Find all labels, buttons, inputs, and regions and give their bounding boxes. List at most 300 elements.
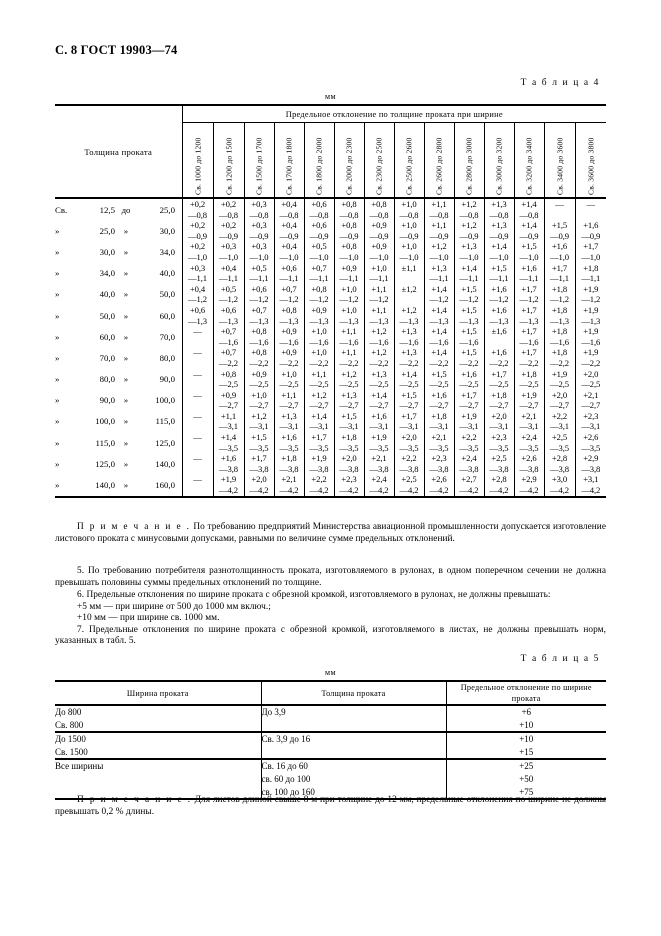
table4-deviation-cell: +0,8 —2,2	[244, 347, 274, 368]
table4-width-column-label: Св. 2000 до 2300	[344, 137, 354, 195]
table4-width-column-header	[182, 123, 213, 199]
table4-deviation-cell: +1,1 —2,5	[304, 369, 334, 390]
table4-deviation-cell: +1,0 —1,2	[334, 284, 364, 305]
table-row	[55, 390, 606, 411]
table4	[55, 104, 606, 498]
table4-deviation-cell: +0,3 —0,9	[244, 220, 274, 241]
table-row	[55, 732, 606, 759]
table4-deviation-cell: +1,0 —0,8	[394, 198, 424, 220]
table4-deviation-cell: +1,7 —2,5	[484, 369, 514, 390]
table-row	[55, 284, 606, 305]
table5-deviation-value: +10	[519, 734, 534, 745]
table4-deviation-cell: +1,3 —1,1	[424, 263, 454, 284]
table4-deviation-cell: +1,5 —1,3	[454, 305, 484, 326]
table4-deviation-cell: +0,7 —1,3	[244, 305, 274, 326]
table4-deviation-cell: +1,6 —0,9	[575, 220, 606, 241]
table4-deviation-cell: +1,6 —2,2	[484, 347, 514, 368]
table4-deviation-cell: +1,3 —1,6	[394, 326, 424, 347]
table4-deviation-cell: +1,5 —3,1	[334, 411, 364, 432]
table4-deviation-cell: +1,1 —0,9	[424, 220, 454, 241]
table4-deviation-cell: +1,7 —1,3	[514, 305, 544, 326]
table5-thickness-value: св. 60 до 100	[261, 773, 311, 784]
table5-deviation-value: +25	[519, 761, 534, 772]
table4-deviation-cell: +1,5 —3,5	[244, 432, 274, 453]
table5	[55, 680, 606, 800]
table4-deviation-cell: ±1,6	[484, 326, 514, 347]
table5-thickness-cell	[261, 732, 446, 759]
table4-width-column-header	[334, 123, 364, 199]
table4-deviation-cell: +2,0 —2,5	[575, 369, 606, 390]
table4-deviation-cell: +2,4 —4,2	[364, 474, 394, 496]
table4-deviation-cell: —	[182, 390, 213, 411]
table4-deviation-cell: +2,8 —4,2	[484, 474, 514, 496]
table4-deviation-cell: +1,3 —2,5	[364, 369, 394, 390]
table4-deviation-cell: +0,8 —0,8	[334, 198, 364, 220]
table4-deviation-cell: +1,1 —3,1	[213, 411, 244, 432]
table4-deviation-cell: +1,2 —3,1	[244, 411, 274, 432]
table4-deviation-cell: +1,7 —3,1	[394, 411, 424, 432]
table4-deviation-cell: +1,7 —3,8	[244, 453, 274, 474]
table4-deviation-cell: +2,2 —3,8	[394, 453, 424, 474]
table5-column-header: Предельное отклонение по ширине проката	[446, 681, 606, 705]
table4-deviation-cell: +0,3 —1,0	[213, 241, 244, 262]
table4-deviation-cell: —	[182, 347, 213, 368]
table4-deviation-cell: +0,9 —1,1	[334, 263, 364, 284]
table4-deviation-cell: +0,2 —1,0	[182, 241, 213, 262]
table-row	[55, 347, 606, 368]
table4-deviation-cell: +1,3 —3,1	[274, 411, 304, 432]
table4-deviation-cell: +1,4 —1,3	[424, 305, 454, 326]
table5-thickness-value: Св. 16 до 60	[261, 761, 308, 772]
item-5	[55, 566, 606, 589]
table4-deviation-cell: +1,0 —2,7	[244, 390, 274, 411]
note-text: По требованию предприятий Министерства авиационной промышленности допускается изготовление листового проката с минусовыми допусками, равными по величине сумме предельных отклонений.	[55, 522, 607, 544]
table4-deviation-cell: +0,9 —1,0	[364, 241, 394, 262]
table4-deviation-cell: +0,2 —0,9	[213, 220, 244, 241]
table4-deviation-cell: +1,9 —3,5	[364, 432, 394, 453]
table4-deviation-cell: +2,4 —3,5	[514, 432, 544, 453]
item-6	[55, 590, 606, 602]
note5-label: П р и м е ч а н и е .	[77, 795, 192, 805]
table4-deviation-cell: +1,4 —3,1	[304, 411, 334, 432]
table4-thickness-range: » 115,0 » 125,0	[55, 437, 175, 448]
table4-deviation-cell: +1,6 —1,2	[484, 284, 514, 305]
table4-deviation-cell: +1,8 —2,7	[484, 390, 514, 411]
table4-deviation-cell: +1,7 —1,2	[514, 284, 544, 305]
table4-deviation-cell: +1,8 —1,6	[544, 326, 575, 347]
table5-width-value: Св. 800	[55, 719, 84, 730]
table4-width-column-label: Св. 1700 до 1800	[284, 137, 294, 195]
table4-width-column-label: Св. 2600 до 2800	[434, 137, 444, 195]
table5-deviation-value: +10	[519, 719, 534, 730]
table-row	[55, 198, 606, 220]
table4-deviation-cell: —	[182, 474, 213, 496]
table4-deviation-cell: +1,3 —0,8	[484, 198, 514, 220]
table4-deviation-cell: +1,5 —1,2	[454, 284, 484, 305]
table4-deviation-cell: +1,2 —2,7	[304, 390, 334, 411]
table4-deviation-cell: +1,4 —1,0	[484, 241, 514, 262]
table4-deviation-cell: +0,5 —1,2	[213, 284, 244, 305]
table4-deviation-cell: +0,5 —1,1	[244, 263, 274, 284]
table4-deviation-cell: +2,1 —3,1	[514, 411, 544, 432]
item-6-b-text: +10 мм — при ширине св. 1000 мм.	[77, 613, 220, 624]
table4-width-column-header	[304, 123, 334, 199]
table4-deviation-cell: +1,1 —2,2	[334, 347, 364, 368]
table4-width-column-header	[244, 123, 274, 199]
page-header: С. 8 ГОСТ 19903—74	[55, 43, 178, 57]
table5-column-header: Ширина проката	[55, 681, 261, 705]
table4-deviation-cell: +1,1 —1,6	[334, 326, 364, 347]
table5-deviation-cell	[446, 705, 606, 732]
table4-deviation-cell: +2,6 —4,2	[424, 474, 454, 496]
table4-deviation-cell: +2,9 —3,8	[575, 453, 606, 474]
table-row	[55, 453, 606, 474]
table4-deviation-cell: +2,2 —3,5	[454, 432, 484, 453]
table4-thickness-range: » 80,0 » 90,0	[55, 374, 175, 385]
table4-deviation-cell: +0,9 —1,3	[304, 305, 334, 326]
table4-deviation-cell: +1,2 —2,2	[364, 347, 394, 368]
table-row	[55, 220, 606, 241]
table4-deviation-cell: +1,5 —2,7	[394, 390, 424, 411]
table4-thickness-range: » 125,0 » 140,0	[55, 458, 175, 469]
table4-deviation-cell: +0,8 —1,0	[334, 241, 364, 262]
table5-width-cell	[55, 705, 261, 732]
table4-deviation-cell: +1,8 —1,2	[544, 284, 575, 305]
table4-deviation-cell: +1,9 —1,6	[575, 326, 606, 347]
table4-deviation-cell: +0,8 —1,6	[244, 326, 274, 347]
table5-thickness-cell	[261, 705, 446, 732]
table4-deviation-cell: +1,0 —1,6	[304, 326, 334, 347]
table4-deviation-cell: +1,6 —3,5	[274, 432, 304, 453]
table4-deviation-cell: +1,9 —2,5	[544, 369, 575, 390]
table4-deviation-cell: +2,3 —3,8	[424, 453, 454, 474]
table4-width-column-header	[484, 123, 514, 199]
table4-deviation-cell: —	[182, 432, 213, 453]
note-table5	[55, 795, 606, 818]
table4-width-column-label: Св. 3400 до 3600	[555, 137, 564, 195]
table4-width-column-label: Св. 3000 до 3200	[494, 137, 504, 195]
table4-deviation-cell: +1,9 —3,1	[454, 411, 484, 432]
table4-deviation-cell: +2,7 —4,2	[454, 474, 484, 496]
table5-thickness-value: До 3,9	[261, 707, 286, 717]
table5-deviation-value: +6	[521, 707, 532, 717]
table4-deviation-cell: +0,7 —2,2	[213, 347, 244, 368]
table4-deviation-cell: +2,6 —3,8	[514, 453, 544, 474]
table4-deviation-cell: +1,5 —1,6	[454, 326, 484, 347]
table4-deviation-cell: +0,9 —2,7	[213, 390, 244, 411]
table4-deviation-cell: +1,4 —1,1	[454, 263, 484, 284]
table4-width-column-label: Св. 1800 до 2000	[314, 137, 324, 195]
table4-deviation-cell: +0,3 —1,0	[244, 241, 274, 262]
item-7	[55, 625, 606, 648]
table5-deviation-value: +75	[519, 786, 534, 797]
table-row	[55, 705, 606, 732]
table4-thickness-range: » 90,0 » 100,0	[55, 395, 175, 406]
item-6-line-a	[55, 602, 606, 614]
table4-deviation-cell: +0,6 —1,3	[213, 305, 244, 326]
table5-width-cell	[55, 732, 261, 759]
table4-deviation-cell: +2,3 —4,2	[334, 474, 364, 496]
table4-deviation-cell: +0,4 —1,2	[182, 284, 213, 305]
table4-deviation-cell: +2,2 —4,2	[304, 474, 334, 496]
item-6-a-text: +5 мм — при ширине от 500 до 1000 мм включ.;	[77, 601, 271, 612]
table4-deviation-cell: +1,6 —1,1	[514, 263, 544, 284]
table4-deviation-cell: +1,3 —1,0	[454, 241, 484, 262]
table4-width-span-header: Предельное отклонение по толщине проката при ширине	[182, 105, 606, 123]
table4-deviation-cell: +2,4 —3,8	[454, 453, 484, 474]
table4-deviation-cell: +1,2 —2,5	[334, 369, 364, 390]
table4-width-column-header	[544, 123, 575, 199]
table4-deviation-cell: +1,3 —0,9	[484, 220, 514, 241]
table4-deviation-cell: +1,7 —2,7	[454, 390, 484, 411]
table4-thickness-range: » 100,0 » 115,0	[55, 416, 175, 427]
table4-deviation-cell: +1,0 —2,5	[274, 369, 304, 390]
table5-thickness-value: св. 100 до 160	[261, 786, 315, 797]
table5-deviation-value: +50	[519, 773, 534, 784]
note-label: П р и м е ч а н и е .	[77, 522, 191, 532]
item-5-text: 5. По требованию потребителя разнотолщинность проката, изготовляемого в рулонах, в одном поперечном сечении не должна превышать половины суммы предельных отклонений по толщине.	[55, 566, 606, 588]
table4-deviation-cell: +1,1 —1,3	[364, 305, 394, 326]
table4-deviation-cell: +1,9 —2,7	[514, 390, 544, 411]
table4-deviation-cell: +1,4 —0,9	[514, 220, 544, 241]
table4-deviation-cell: +1,9 —2,2	[575, 347, 606, 368]
table4-width-column-label: Св. 3200 до 3400	[524, 137, 534, 195]
table4-deviation-cell: +0,2 —0,9	[182, 220, 213, 241]
table4-thickness-header: Толщина проката	[55, 105, 182, 198]
table4-deviation-cell: +1,6 —1,0	[544, 241, 575, 262]
table4-deviation-cell: +0,4 —0,9	[274, 220, 304, 241]
table4-width-column-label: Св. 2800 до 3000	[464, 137, 474, 195]
table4-width-column-header	[575, 123, 606, 199]
table4-deviation-cell: +0,8 —1,2	[304, 284, 334, 305]
table4-thickness-range: » 140,0 » 160,0	[55, 474, 182, 496]
table4-deviation-cell: +1,0 —1,3	[334, 305, 364, 326]
table4-width-column-header	[514, 123, 544, 199]
table4-deviation-cell: +1,8 —2,2	[544, 347, 575, 368]
table4-deviation-cell: +0,6 —1,1	[274, 263, 304, 284]
table4-deviation-cell: —	[182, 369, 213, 390]
table4-deviation-cell: +2,3 —3,1	[575, 411, 606, 432]
table4-deviation-cell: +1,5 —2,5	[424, 369, 454, 390]
table4-deviation-cell: +1,4 —2,2	[424, 347, 454, 368]
table4-deviation-cell: +2,1 —3,8	[364, 453, 394, 474]
table4-deviation-cell: +2,8 —3,8	[544, 453, 575, 474]
table-row	[55, 432, 606, 453]
table4-deviation-cell: +0,2 —0,8	[213, 198, 244, 220]
table4-deviation-cell: +2,9 —4,2	[514, 474, 544, 496]
note-table4	[55, 522, 606, 545]
table4-width-column-label: Св. 1500 до 1700	[254, 137, 264, 195]
table4-deviation-cell: +1,1 —1,2	[364, 284, 394, 305]
table5-unit: мм	[324, 668, 337, 677]
table4-deviation-cell: +2,0 —3,8	[334, 453, 364, 474]
table5-thickness-cell	[261, 759, 446, 799]
table4-deviation-cell: +0,8 —0,8	[364, 198, 394, 220]
table4-deviation-cell: +2,1 —3,5	[424, 432, 454, 453]
table4-deviation-cell: +0,8 —0,9	[334, 220, 364, 241]
table4-deviation-cell: +1,8 —3,5	[334, 432, 364, 453]
table4-deviation-cell: —	[544, 198, 575, 220]
table5-deviation-cell	[446, 732, 606, 759]
table4-deviation-cell: +2,6 —3,5	[575, 432, 606, 453]
table4-deviation-cell: +1,6 —2,7	[424, 390, 454, 411]
table5-deviation-cell	[446, 759, 606, 799]
table5-width-value: До 800	[55, 707, 82, 717]
note5-text: Для листов длиной свыше 8 м при толщине до 12 мм, предельные отклонения по ширине не должны превышать 0,2 % длины.	[55, 795, 606, 817]
table4-deviation-cell: +0,9 —0,9	[364, 220, 394, 241]
table4-deviation-cell: +1,2 —0,8	[454, 198, 484, 220]
table4-unit: мм	[324, 92, 337, 101]
table4-deviation-cell: —	[182, 453, 213, 474]
table4-thickness-range: » 50,0 » 60,0	[55, 310, 175, 321]
table4-deviation-cell: +1,4 —1,6	[424, 326, 454, 347]
table4-deviation-cell: +0,6 —1,2	[244, 284, 274, 305]
table4-caption: Т а б л и ц а 4	[520, 78, 600, 88]
table5-deviation-value: +15	[519, 746, 534, 757]
table4-width-column-header	[394, 123, 424, 199]
table-row	[55, 759, 606, 799]
table-row	[55, 305, 606, 326]
table4-deviation-cell: +0,3 —1,1	[182, 263, 213, 284]
table5-caption: Т а б л и ц а 5	[520, 654, 600, 664]
table4-deviation-cell: +1,5 —1,0	[514, 241, 544, 262]
table4-width-column-header	[274, 123, 304, 199]
table4-deviation-cell: +0,9 —2,2	[274, 347, 304, 368]
table4-deviation-cell: +0,4 —1,0	[274, 241, 304, 262]
table4-deviation-cell: +1,7 —1,0	[575, 241, 606, 262]
table4-deviation-cell: +2,0 —3,1	[484, 411, 514, 432]
table4-deviation-cell: +2,1 —2,7	[575, 390, 606, 411]
table4-deviation-cell: +1,8 —3,1	[424, 411, 454, 432]
table4-deviation-cell: +0,6 —1,3	[182, 305, 213, 326]
table4-deviation-cell: +1,2 —1,6	[364, 326, 394, 347]
table-row	[55, 369, 606, 390]
table4-thickness-range: » 70,0 » 80,0	[55, 352, 175, 363]
table4-deviation-cell: +2,0 —4,2	[244, 474, 274, 496]
table5-thickness-value: Св. 3,9 до 16	[261, 734, 311, 745]
table4-deviation-cell: ±1,1	[394, 263, 424, 284]
table4-thickness-range: » 34,0 » 40,0	[55, 268, 175, 279]
table4-deviation-cell: +0,9 —1,6	[274, 326, 304, 347]
table5-width-value: Все ширины	[55, 761, 104, 772]
table4-deviation-cell: +2,2 —3,1	[544, 411, 575, 432]
table4-deviation-cell: +1,0 —0,9	[394, 220, 424, 241]
table4-width-column-label: Св. 1200 до 1500	[224, 137, 233, 195]
table4-deviation-cell: +1,8 —1,3	[544, 305, 575, 326]
table-row	[55, 241, 606, 262]
table-row	[55, 326, 606, 347]
table4-deviation-cell: +0,7 —1,1	[304, 263, 334, 284]
table4-deviation-cell: +1,6 —1,3	[484, 305, 514, 326]
table4-deviation-cell: +0,6 —0,8	[304, 198, 334, 220]
table4-deviation-cell: +1,8 —3,8	[274, 453, 304, 474]
table4-deviation-cell: +1,7 —3,5	[304, 432, 334, 453]
table4-width-column-header	[424, 123, 454, 199]
table4-thickness-range: Св. 12,5 до 25,0	[55, 204, 175, 215]
table4-deviation-cell: +1,4 —2,5	[394, 369, 424, 390]
table4-width-column-label: Св. 3600 до 3800	[586, 137, 596, 195]
table5-column-header: Толщина проката	[261, 681, 446, 705]
table4-width-column-header	[454, 123, 484, 199]
table4-deviation-cell: +1,4 —3,5	[213, 432, 244, 453]
table4-deviation-cell: +1,3 —2,2	[394, 347, 424, 368]
table-row	[55, 411, 606, 432]
table4-deviation-cell: +1,5 —2,2	[454, 347, 484, 368]
table4-deviation-cell: +1,7 —2,2	[514, 347, 544, 368]
table4-deviation-cell: +0,7 —1,2	[274, 284, 304, 305]
table4-deviation-cell: +1,0 —1,1	[364, 263, 394, 284]
table4-width-column-label: Св. 2500 до 2600	[404, 137, 414, 195]
table4-deviation-cell: +0,2 —0,8	[182, 198, 213, 220]
table4-deviation-cell: +2,5 —4,2	[394, 474, 424, 496]
table4-deviation-cell: +2,0 —3,5	[394, 432, 424, 453]
table4-deviation-cell: +0,7 —1,6	[213, 326, 244, 347]
table4-deviation-cell: +1,4 —0,8	[514, 198, 544, 220]
table4-deviation-cell: +0,6 —0,9	[304, 220, 334, 241]
table4-deviation-cell: +2,0 —2,7	[544, 390, 575, 411]
table4-width-column-label: Св. 1000 до 1200	[193, 137, 202, 195]
table4-deviation-cell: +1,2 —1,0	[424, 241, 454, 262]
table4-deviation-cell: +2,1 —4,2	[274, 474, 304, 496]
table4-deviation-cell: +1,9 —4,2	[213, 474, 244, 496]
table4-deviation-cell: —	[182, 411, 213, 432]
table4-deviation-cell: +0,5 —1,0	[304, 241, 334, 262]
table4-thickness-range: » 60,0 » 70,0	[55, 331, 175, 342]
table4-deviation-cell: —	[575, 198, 606, 220]
table4-deviation-cell: +1,4 —1,2	[424, 284, 454, 305]
table4-deviation-cell: +0,3 —0,8	[244, 198, 274, 220]
item-7-text: 7. Предельные отклонения по ширине проката с обрезной кромкой, изготовляемого в листах, не должны превышать норм, указанных в табл. 5.	[55, 624, 606, 647]
table4-deviation-cell: +1,1 —2,7	[274, 390, 304, 411]
table4-deviation-cell: +3,1 —4,2	[575, 474, 606, 496]
table4-deviation-cell: +1,7 —1,1	[544, 263, 575, 284]
table4-deviation-cell: +1,8 —1,1	[575, 263, 606, 284]
table4-deviation-cell: +1,5 —0,9	[544, 220, 575, 241]
table5-width-value: До 1500	[55, 734, 86, 745]
table4-width-column-header	[364, 123, 394, 199]
table4-deviation-cell: +1,2 —1,3	[394, 305, 424, 326]
table4-deviation-cell: +1,5 —1,1	[484, 263, 514, 284]
table4-deviation-cell: +0,4 —1,1	[213, 263, 244, 284]
table4-deviation-cell: +1,2 —0,9	[454, 220, 484, 241]
table4-deviation-cell: +0,8 —2,5	[213, 369, 244, 390]
table4-deviation-cell: +1,6 —3,8	[213, 453, 244, 474]
table4-deviation-cell: +2,5 —3,5	[544, 432, 575, 453]
table5-width-value: Св. 1500	[55, 746, 88, 757]
table4-width-column-label: Св. 2300 до 2500	[374, 137, 384, 195]
table4-deviation-cell: +1,9 —1,3	[575, 305, 606, 326]
table4-deviation-cell: +1,7 —1,6	[514, 326, 544, 347]
table4-deviation-cell: +0,4 —0,8	[274, 198, 304, 220]
table4-width-column-header	[213, 123, 244, 199]
table4-deviation-cell: +1,0 —1,0	[394, 241, 424, 262]
table4-deviation-cell: +1,3 —2,7	[334, 390, 364, 411]
table4-deviation-cell: +1,6 —2,5	[454, 369, 484, 390]
table4-thickness-range: » 40,0 » 50,0	[55, 289, 175, 300]
table5-width-cell	[55, 759, 261, 799]
table4-deviation-cell: +1,0 —2,2	[304, 347, 334, 368]
table4-deviation-cell: +1,4 —2,7	[364, 390, 394, 411]
table4-deviation-cell: +0,8 —1,3	[274, 305, 304, 326]
table4-deviation-cell: +1,8 —2,5	[514, 369, 544, 390]
table-row	[55, 474, 606, 496]
table4-thickness-range: » 25,0 » 30,0	[55, 225, 175, 236]
table4-deviation-cell: ±1,2	[394, 284, 424, 305]
table4-deviation-cell: +1,6 —3,1	[364, 411, 394, 432]
table4-deviation-cell: +1,9 —3,8	[304, 453, 334, 474]
table4-deviation-cell: +2,5 —3,8	[484, 453, 514, 474]
item-6-line-b	[55, 613, 606, 625]
